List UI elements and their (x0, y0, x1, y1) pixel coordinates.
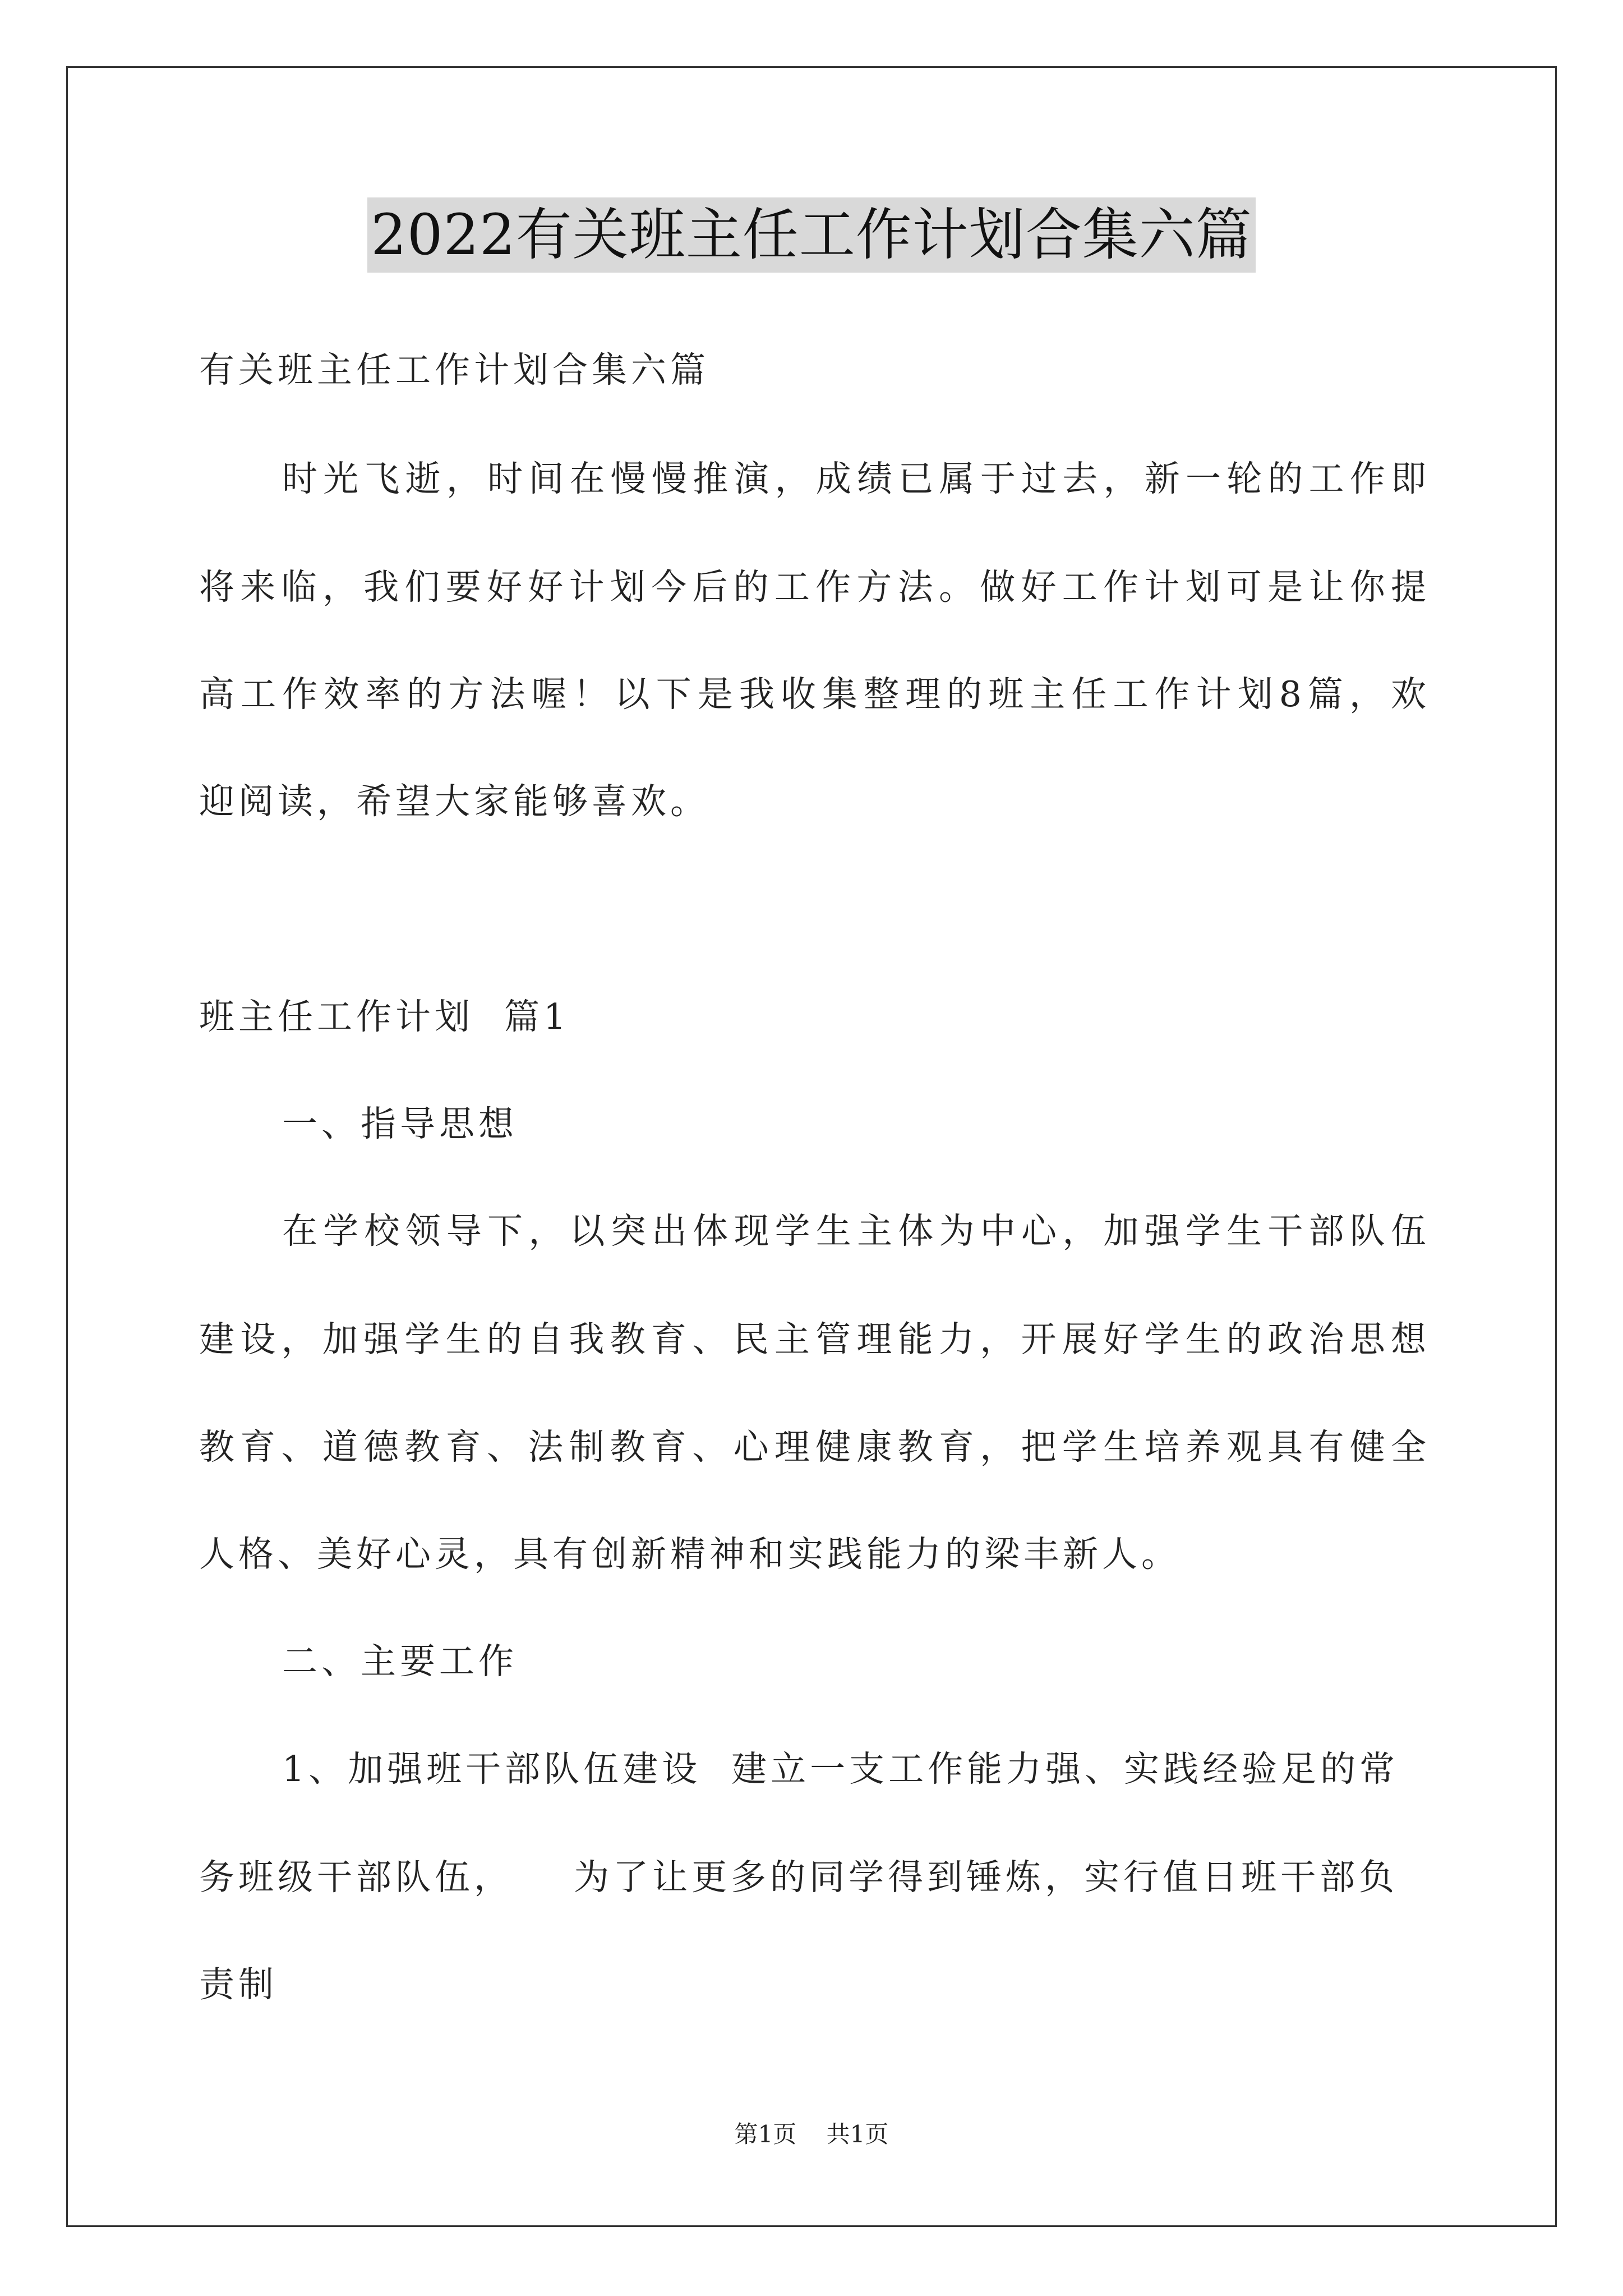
part2-line-2: 务班级干部队伍， 为了让更多的同学得到锤炼，实行值日班干部负 (199, 1857, 1399, 1898)
title-container (0, 197, 1623, 273)
intro-line-1: 时光飞逝，时间在慢慢推演，成绩已属于过去，新一轮的工作即 (282, 458, 1430, 499)
part2-line-1: 1、加强班干部队伍建设 建立一支工作能力强、实践经验足的常 (282, 1749, 1399, 1789)
subtitle: 有关班主任工作计划合集六篇 (199, 349, 709, 390)
part2-heading: 二、主要工作 (282, 1641, 518, 1682)
section-heading: 班主任工作计划 篇1 (199, 996, 570, 1037)
part1-line-4: 人格、美好心灵，具有创新精神和实践能力的梁丰新人。 (199, 1534, 1181, 1575)
document-title: 2022有关班主任工作计划合集六篇 (367, 197, 1256, 273)
part1-line-2: 建设，加强学生的自我教育、民主管理能力，开展好学生的政治思想 (199, 1319, 1430, 1360)
part2-line-3: 责制 (199, 1964, 278, 2005)
page-number-footer: 第1页 共1页 (734, 2120, 889, 2148)
part1-line-1: 在学校领导下，以突出体现学生主体为中心，加强学生干部队伍 (282, 1211, 1430, 1251)
part1-heading: 一、指导思想 (282, 1103, 518, 1144)
intro-line-3: 高工作效率的方法喔！以下是我收集整理的班主任工作计划8篇，欢 (199, 674, 1430, 715)
intro-line-2: 将来临，我们要好好计划今后的工作方法。做好工作计划可是让你提 (199, 567, 1430, 608)
intro-line-4: 迎阅读，希望大家能够喜欢。 (199, 781, 709, 822)
part1-line-3: 教育、道德教育、法制教育、心理健康教育，把学生培养观具有健全 (199, 1427, 1430, 1467)
